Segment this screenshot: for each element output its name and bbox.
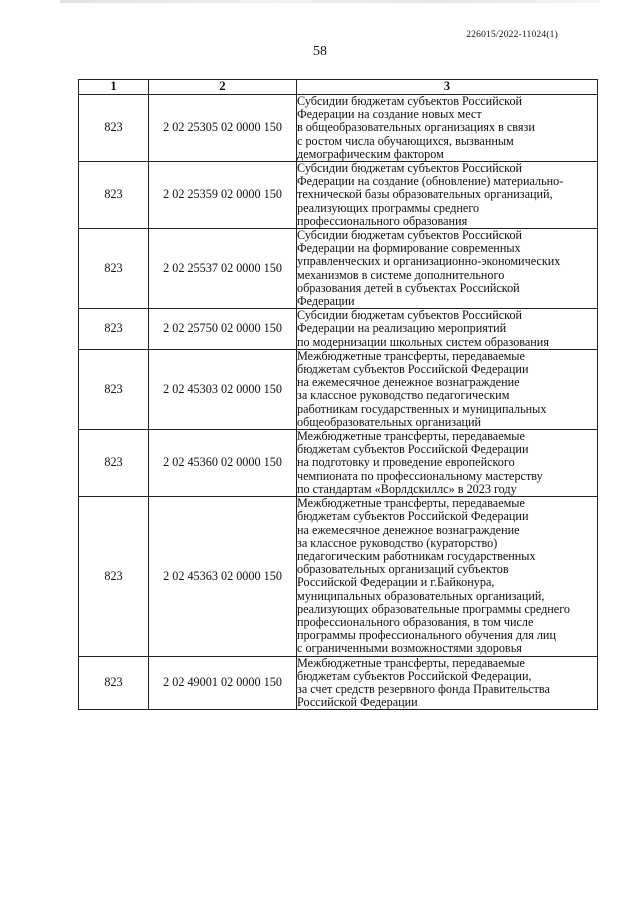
description-line: Субсидии бюджетам субъектов Российской — [297, 94, 523, 108]
description-line: программы профессионального обучения для лиц — [297, 628, 556, 643]
budget-classification-code-cell: 2 02 45360 02 0000 150 — [149, 430, 297, 497]
revenue-description-cell — [297, 349, 598, 429]
column-header-1: 1 — [79, 80, 149, 95]
admin-code-cell: 823 — [79, 229, 149, 309]
revenue-description-cell — [297, 656, 598, 710]
description-line: Субсидии бюджетам субъектов Российской — [297, 228, 523, 243]
revenue-description-cell — [297, 430, 598, 497]
description-line: на подготовку и проведение европейского — [297, 455, 515, 470]
revenue-description-cell — [297, 229, 598, 309]
description-line: Субсидии бюджетам субъектов Российской — [297, 308, 523, 323]
description-line: образования детей в субъектах Российской — [297, 280, 520, 295]
description-line: Федерации на реализацию мероприятий — [297, 321, 507, 336]
description-line: реализующих программы среднего — [297, 200, 480, 215]
column-header-2: 2 — [149, 80, 297, 95]
scan-edge-artifact — [60, 0, 600, 3]
description-line: за классное руководство педагогическим — [297, 388, 510, 403]
admin-code-cell: 823 — [79, 349, 149, 429]
description-line: по стандартам «Ворлдскиллс» в 2023 году — [297, 481, 517, 496]
table-row — [79, 497, 598, 656]
admin-code-cell: 823 — [79, 95, 149, 162]
description-line: на ежемесячное денежное вознаграждение — [297, 522, 520, 537]
description-line: Российской Федерации — [297, 695, 418, 710]
description-line: с ростом числа обучающихся, вызванным — [297, 133, 514, 148]
column-header-3: 3 — [297, 80, 598, 95]
budget-classification-code-cell: 2 02 45303 02 0000 150 — [149, 349, 297, 429]
revenue-description-cell — [297, 95, 598, 162]
description-line: Межбюджетные трансферты, передаваемые — [297, 496, 525, 511]
description-line: чемпионата по профессиональному мастерству — [297, 468, 543, 483]
table-row — [79, 95, 598, 162]
description-line: Российской Федерации и г.Байконура, — [297, 575, 495, 590]
table-row — [79, 430, 598, 497]
table-row — [79, 656, 598, 710]
description-line: бюджетам субъектов Российской Федерации — [297, 509, 529, 524]
budget-classification-code-cell: 2 02 25750 02 0000 150 — [149, 309, 297, 350]
budget-codes-table — [78, 79, 598, 710]
revenue-description-cell — [297, 497, 598, 656]
admin-code-cell: 823 — [79, 497, 149, 656]
budget-classification-code-cell: 2 02 45363 02 0000 150 — [149, 497, 297, 656]
description-line: бюджетам субъектов Российской Федерации, — [297, 668, 532, 683]
description-line: Федерации — [297, 294, 355, 309]
description-line: за счет средств резервного фонда Правительства — [297, 681, 550, 696]
document-registration-number: 226015/2022-11024(1) — [466, 30, 558, 40]
description-line: Федерации на создание новых мест — [297, 107, 482, 122]
description-line: Федерации на создание (обновление) материально- — [297, 174, 564, 189]
description-line: муниципальных образовательных организаций, — [297, 588, 545, 603]
description-line: в общеобразовательных организациях в связи — [297, 120, 535, 135]
table-row — [79, 162, 598, 229]
table-row — [79, 229, 598, 309]
table-row — [79, 309, 598, 350]
revenue-description-cell — [297, 162, 598, 229]
budget-classification-code-cell: 2 02 25305 02 0000 150 — [149, 95, 297, 162]
description-line: Межбюджетные трансферты, передаваемые — [297, 655, 525, 670]
description-line: демографическим фактором — [297, 146, 444, 161]
table-row — [79, 349, 598, 429]
budget-classification-code-cell: 2 02 25537 02 0000 150 — [149, 229, 297, 309]
description-line: бюджетам субъектов Российской Федерации — [297, 362, 529, 377]
description-line: профессионального образования — [297, 213, 468, 228]
description-line: на ежемесячное денежное вознаграждение — [297, 375, 520, 390]
description-line: работникам государственных и муниципальных — [297, 401, 547, 416]
admin-code-cell: 823 — [79, 309, 149, 350]
description-line: по модернизации школьных систем образования — [297, 334, 549, 349]
description-line: за классное руководство (кураторство) — [297, 535, 498, 550]
description-line: с ограниченными возможностями здоровья — [297, 641, 522, 656]
description-line: Межбюджетные трансферты, передаваемые — [297, 348, 525, 363]
description-line: профессионального образования, в том числе — [297, 614, 534, 629]
description-line: реализующих образовательные программы среднего — [297, 601, 570, 616]
page-number: 58 — [313, 44, 327, 59]
revenue-description-cell — [297, 309, 598, 350]
description-line: общеобразовательных организаций — [297, 414, 482, 429]
description-line: бюджетам субъектов Российской Федерации — [297, 442, 529, 457]
description-line: технической базы образовательных организаций, — [297, 187, 553, 202]
description-line: Межбюджетные трансферты, передаваемые — [297, 429, 525, 444]
admin-code-cell: 823 — [79, 430, 149, 497]
admin-code-cell: 823 — [79, 162, 149, 229]
admin-code-cell: 823 — [79, 656, 149, 710]
budget-classification-code-cell: 2 02 25359 02 0000 150 — [149, 162, 297, 229]
budget-classification-code-cell: 2 02 49001 02 0000 150 — [149, 656, 297, 710]
description-line: Субсидии бюджетам субъектов Российской — [297, 161, 523, 176]
table-body — [79, 95, 598, 710]
description-line: управленческих и организационно-экономических — [297, 254, 561, 269]
table-header-row — [79, 80, 598, 95]
description-line: образовательных организаций субъектов — [297, 562, 509, 577]
description-line: механизмов в системе дополнительного — [297, 267, 505, 282]
description-line: Федерации на формирование современных — [297, 241, 521, 256]
description-line: педагогическим работникам государственных — [297, 548, 536, 563]
